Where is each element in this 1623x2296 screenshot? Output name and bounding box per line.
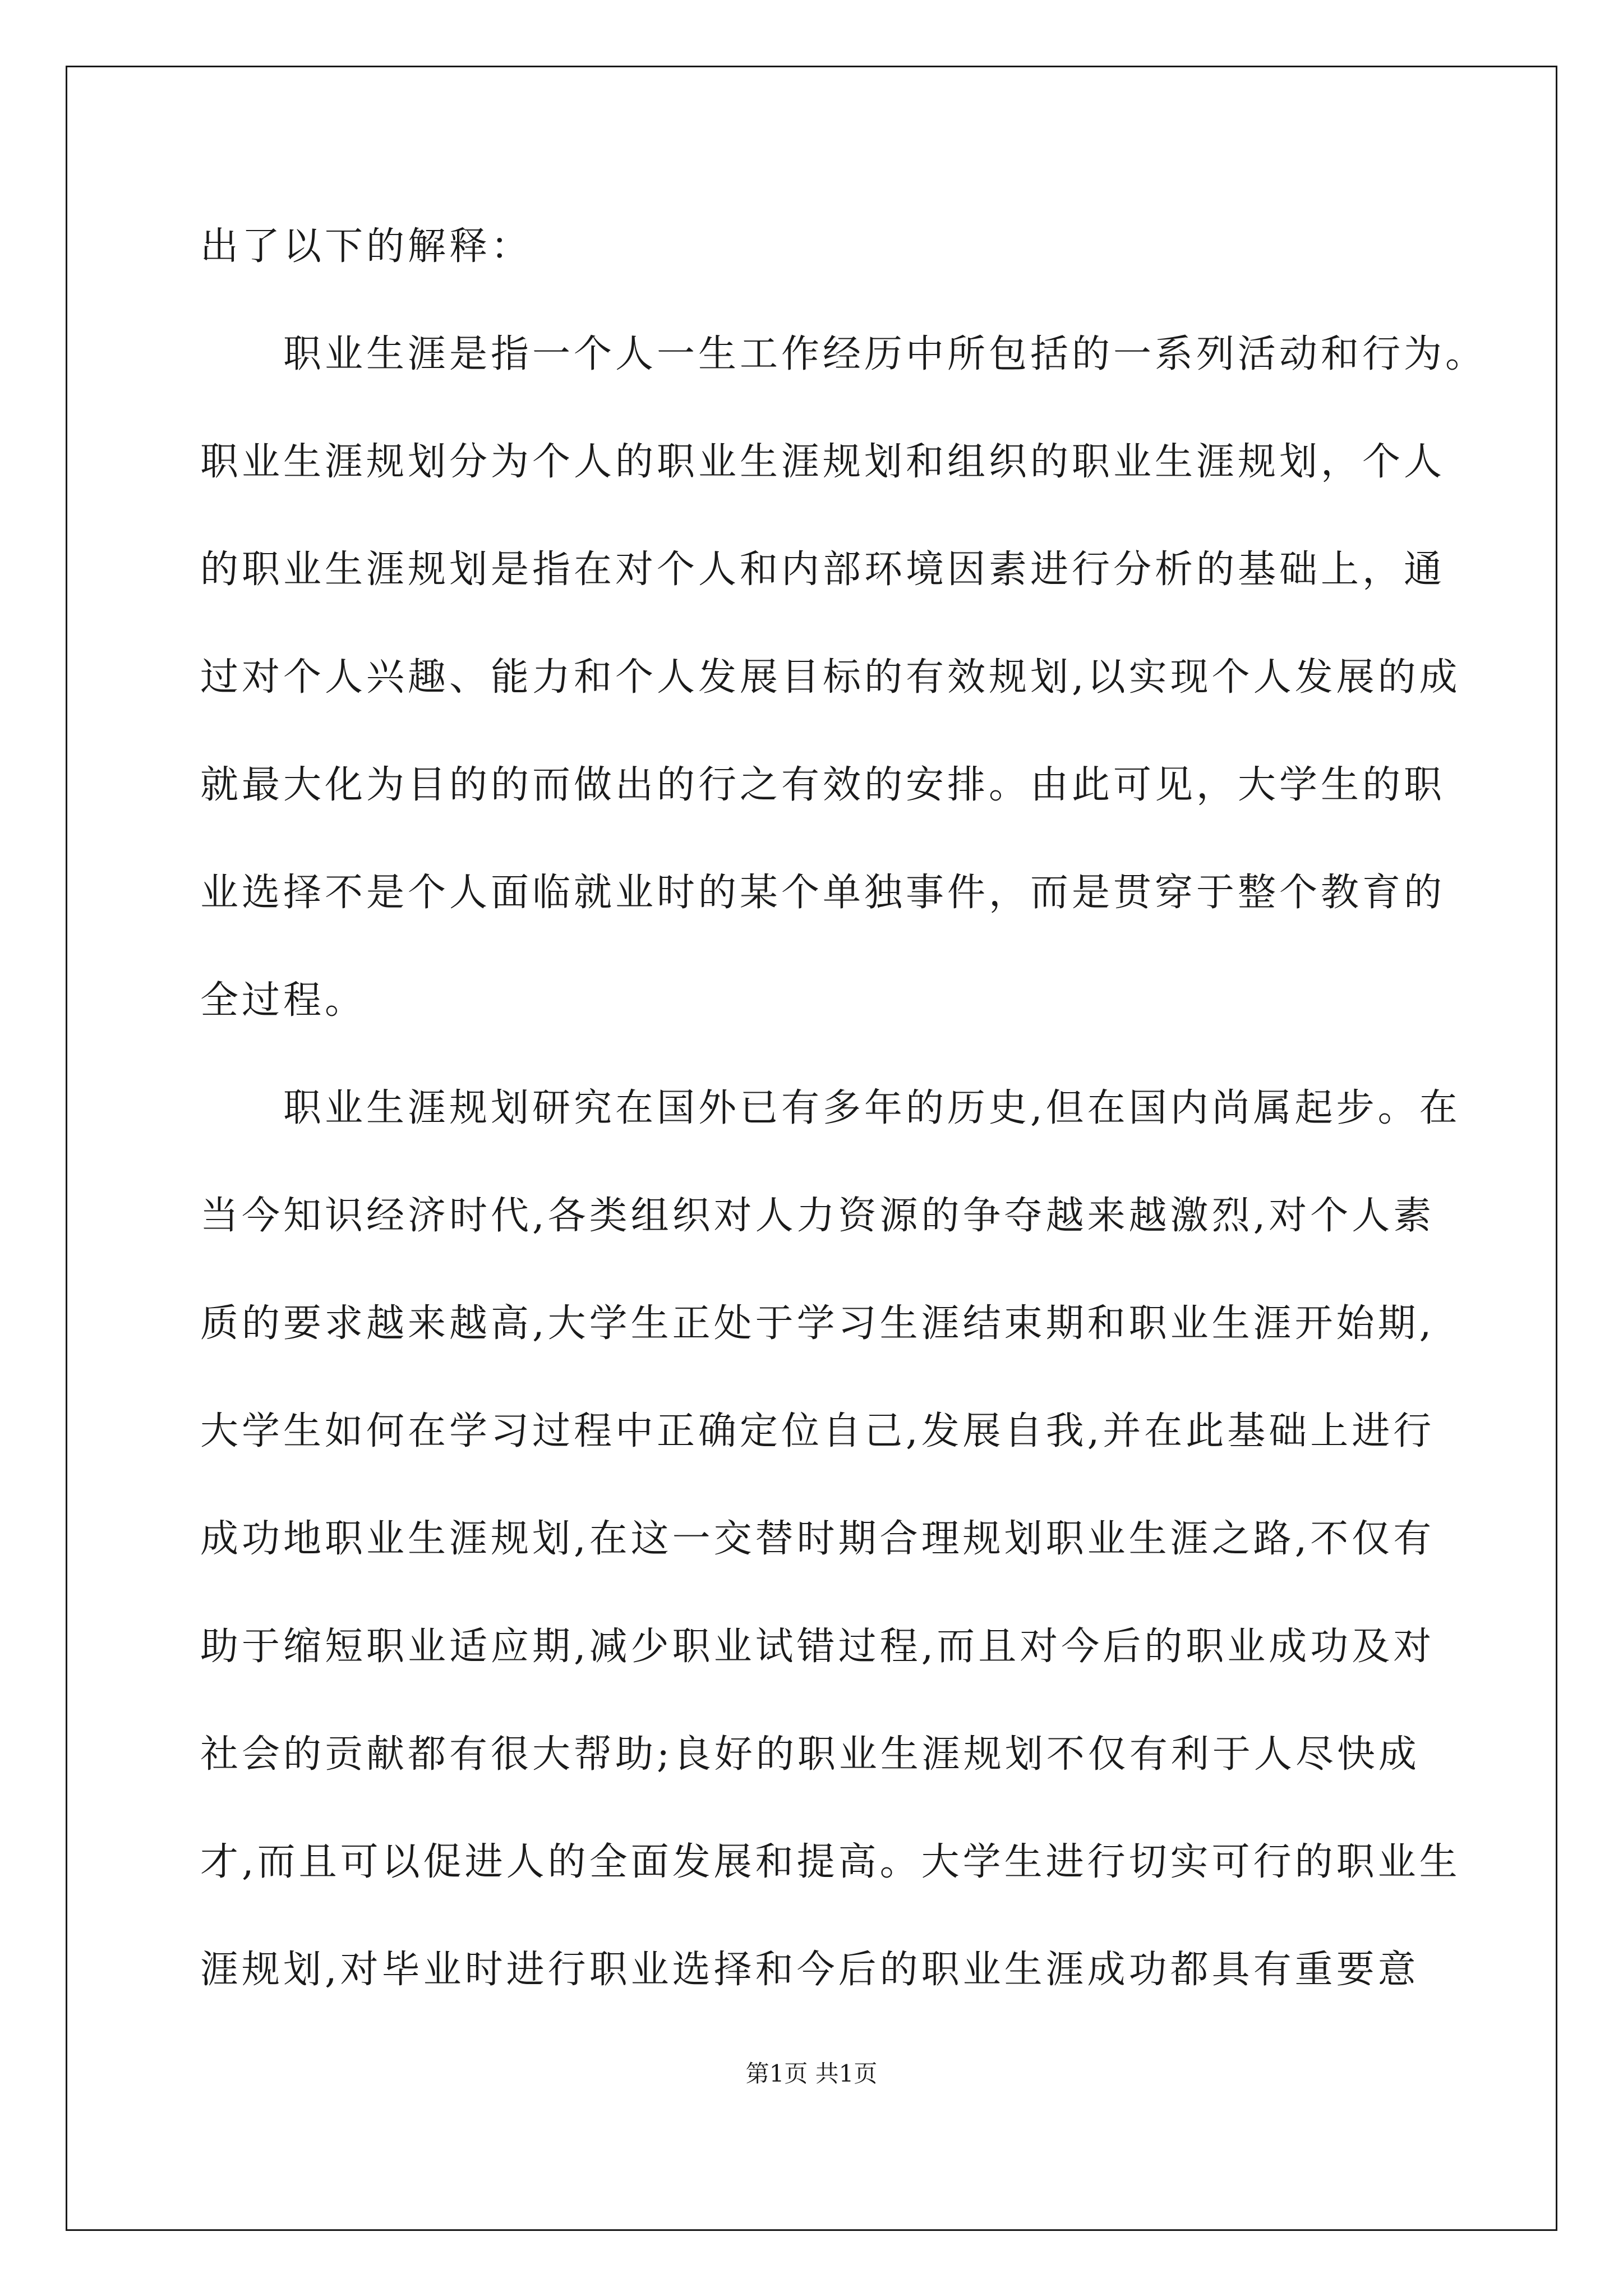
text-line: 成功地职业生涯规划,在这一交替时期合理规划职业生涯之路,不仅有 [200, 1517, 1435, 1561]
text-line: 的职业生涯规划是指在对个人和内部环境因素进行分析的基础上，通 [200, 547, 1446, 592]
text-line: 当今知识经济时代,各类组织对人力资源的争夺越来越激烈,对个人素 [200, 1194, 1435, 1238]
text-line: 就最大化为目的的而做出的行之有效的安排。由此可见，大学生的职 [200, 763, 1446, 807]
text-line: 全过程。 [200, 978, 367, 1023]
text-line: 大学生如何在学习过程中正确定位自己,发展自我,并在此基础上进行 [200, 1409, 1435, 1453]
paragraph-first-line: 职业生涯规划研究在国外已有多年的历史,但在国内尚属起步。在 [283, 1086, 1461, 1130]
text-line: 质的要求越来越高,大学生正处于学习生涯结束期和职业生涯开始期, [200, 1301, 1435, 1346]
paragraph-first-line: 职业生涯是指一个人一生工作经历中所包括的一系列活动和行为。 [283, 332, 1487, 376]
text-line: 过对个人兴趣、能力和个人发展目标的有效规划,以实现个人发展的成 [200, 655, 1461, 700]
page-number: 第1页 共1页 [745, 2060, 878, 2087]
text-line: 才,而且可以促进人的全面发展和提高。大学生进行切实可行的职业生 [200, 1840, 1461, 1884]
text-line: 助于缩短职业适应期,减少职业试错过程,而且对今后的职业成功及对 [200, 1625, 1435, 1669]
text-line: 涯规划,对毕业时进行职业选择和今后的职业生涯成功都具有重要意 [200, 1948, 1419, 1992]
text-line: 社会的贡献都有很大帮助;良好的职业生涯规划不仅有利于人尽快成 [200, 1732, 1420, 1777]
text-line: 业选择不是个人面临就业时的某个单独事件，而是贯穿于整个教育的 [200, 871, 1446, 915]
text-line: 职业生涯规划分为个人的职业生涯规划和组织的职业生涯规划，个人 [200, 440, 1446, 484]
text-line: 出了以下的解释： [200, 224, 533, 269]
page-border [66, 66, 1557, 2231]
